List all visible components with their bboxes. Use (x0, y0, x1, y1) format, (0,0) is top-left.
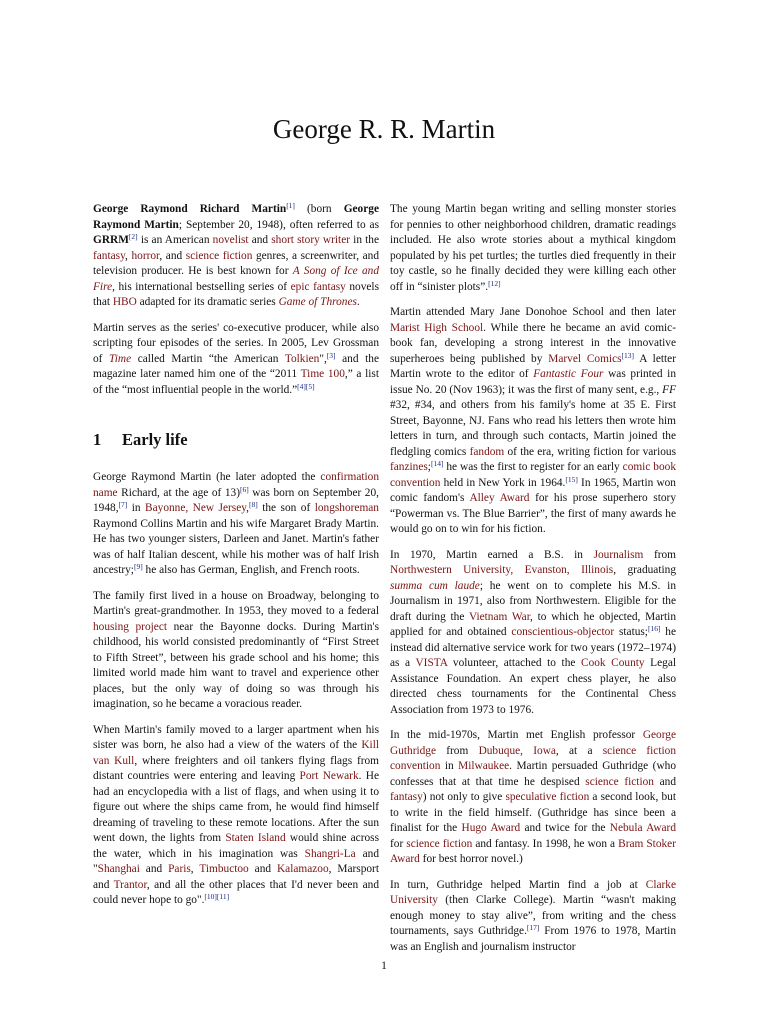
link-tolkien[interactable]: Tolkien (284, 352, 320, 365)
text: in (127, 502, 146, 514)
ref-link[interactable]: [7] (118, 500, 128, 509)
text: and (653, 775, 677, 788)
ref-link[interactable]: [3] (326, 350, 336, 360)
intro-paragraph-1 (93, 202, 379, 311)
text: , (125, 249, 132, 262)
text: Legal Assistance Foundation. An expert chess player, he also directed chess tournaments for the Continental Chess Association from 1973 to 1976. (390, 657, 677, 716)
link-fantastic-four[interactable] (533, 368, 603, 380)
link-comic-book-convention[interactable]: comic book convention (390, 461, 676, 489)
ref-link[interactable]: [1] (286, 201, 295, 210)
text: was born on September 20, 1948, (93, 486, 379, 514)
link-speculative-fiction[interactable]: speculative fiction (505, 791, 590, 803)
text: was printed in issue No. 20 (Nov 1963); it was the first of many sent, e.g., (390, 368, 677, 396)
right-paragraph-4 (390, 728, 676, 868)
link-short-story-writer[interactable]: short story writer (271, 234, 351, 246)
link-conscientious-objector[interactable]: conscientious-objector (511, 626, 615, 638)
link-northwestern[interactable]: Northwestern University, Evanston, Illinois (390, 564, 614, 576)
link-longshoreman[interactable]: longshoreman (314, 502, 379, 514)
left-column (93, 202, 379, 919)
ref-link[interactable]: [9] (133, 562, 143, 571)
text: , and (159, 249, 186, 262)
text: . Martin persuaded Guthridge (who confesses that at that time he despised (390, 760, 676, 788)
text: A letter Martin wrote to the editor of (390, 352, 676, 380)
text: would shine across the water, which in his imagination was (93, 832, 379, 860)
right-paragraph-3 (390, 548, 676, 719)
link-game-of-thrones[interactable] (279, 296, 357, 308)
link-shanghai[interactable]: Shanghai (97, 863, 140, 875)
link-epic-fantasy[interactable]: epic fantasy (290, 280, 346, 293)
text: ; he went on to complete his M.S. in Journalism in 1971, also from Northwestern. Eligible for the draft during the (390, 579, 676, 623)
text: . (356, 296, 360, 308)
early-life-paragraph-3 (93, 723, 379, 909)
text: Martin attended Mary Jane Donohoe School and then later (390, 306, 676, 318)
link-hbo[interactable]: HBO (112, 296, 137, 308)
ref-link[interactable]: [10][11] (204, 892, 230, 901)
link-milwaukee[interactable]: Milwaukee (458, 760, 510, 772)
link-hugo-award[interactable]: Hugo Award (461, 822, 521, 834)
text: ", (319, 352, 327, 365)
link-fantasy[interactable]: fantasy (390, 791, 423, 803)
page-title: George R. R. Martin (272, 114, 496, 144)
link-housing-project[interactable]: housing project (93, 620, 168, 633)
text: . While there he became an avid comic-book fan, developing a strong interest in the innovative superheroes being published by (390, 321, 676, 365)
text: When Martin's family moved to a larger apartment when his sister was born, he also had a view of the waters of the (93, 723, 379, 751)
text: held in New York in 1964. (440, 476, 566, 489)
link-confirmation-name[interactable]: confirmation name (93, 471, 379, 499)
subject-name: George Raymond Richard Martin (93, 203, 287, 215)
right-paragraph-5 (390, 878, 676, 956)
link-horror[interactable]: horror (131, 249, 160, 262)
ref-link[interactable]: [6] (240, 484, 249, 494)
link-dubuque[interactable]: Dubuque, Iowa (478, 744, 556, 757)
italic-term: summa cum laude (390, 579, 480, 592)
text: #32, #34, and others from his family's home at 35 E. First Street, Bayonne, NJ. Fans who read his letters then wrote him letters in turn, and through such contacts, Martin joined the fledgling comics (390, 399, 676, 458)
text: called Martin “the American (131, 352, 285, 365)
ref-link[interactable]: [17] (526, 923, 540, 932)
text: and fantasy. In 1998, he won a (472, 837, 619, 850)
ref-link[interactable]: [12] (488, 278, 501, 288)
link-time[interactable] (109, 353, 131, 365)
link-journalism[interactable]: Journalism (593, 548, 644, 561)
text: From 1976 to 1978, Martin was an English and journalism instructor (390, 925, 677, 953)
text: , his international bestselling series of (112, 280, 291, 293)
text: from (643, 548, 676, 561)
text: in (440, 760, 459, 772)
text: (born (294, 203, 344, 215)
text: novels that (93, 280, 379, 308)
text: In the mid-1970s, Martin met English professor (390, 729, 643, 741)
link-marvel-comics[interactable]: Marvel Comics (548, 352, 622, 365)
link-timbuctoo[interactable]: Timbuctoo (199, 863, 249, 875)
link-shangri-la[interactable]: Shangri-La (304, 847, 356, 860)
text: , at a (555, 744, 603, 757)
nickname: GRRM (93, 234, 129, 246)
ref-link[interactable]: [8] (249, 500, 258, 509)
link-marist-high-school[interactable]: Marist High School (390, 321, 484, 334)
link-science-fiction[interactable]: science fiction (185, 249, 253, 262)
text: , (246, 502, 250, 514)
link-fandom[interactable]: fandom (469, 445, 505, 458)
text: and twice for the (520, 822, 610, 834)
section-title: Early life (122, 430, 188, 449)
text: The family first lived in a house on Broadway, belonging to Martin's great-grandmother. In 1953, they moved to a federal (93, 589, 379, 617)
link-george-guthridge[interactable]: George Guthridge (390, 729, 676, 757)
birth-name: George Raymond Martin (93, 203, 379, 231)
intro-paragraph-2 (93, 321, 379, 399)
italic-title: Time (109, 352, 132, 365)
early-life-paragraph-1 (93, 470, 379, 579)
text: from (436, 744, 479, 757)
ref-link[interactable]: [4][5] (297, 381, 315, 391)
text: (then Clarke College). Martin “wasn't making enough money to stay alive”, from writing and the chess tournaments, says Guthridge. (390, 894, 676, 937)
text: he was the first to register for an early (443, 461, 623, 473)
text: , to which he objected, Martin applied for and obtained (390, 610, 676, 638)
link-paris[interactable]: Paris (168, 863, 191, 875)
page-number: 1 (381, 960, 387, 972)
text: ; (427, 461, 431, 473)
text: of the era, writing fiction for various (504, 445, 676, 458)
text: he also has German, English, and French roots. (142, 564, 360, 576)
link-novelist[interactable]: novelist (212, 234, 249, 246)
text: , (190, 863, 200, 875)
text: The young Martin began writing and selling monster stories for pennies to other neighborhood children, dramatic readings included. He also wrote stories about a mythical kingdom populated by his pet turtles; the turtles died frequently in their toy castle, so he finally decided they were killing each other off in “sinister plots”. (390, 203, 676, 293)
italic-title: Game of Thrones (278, 296, 357, 308)
text: genres, a screenwriter, and television producer. He is best known for (93, 249, 380, 277)
text: . He had an encyclopedia with a list of flags, and when using it to figure out where the ships came from, he would find himself dreaming of traveling to these remote locations. After the sun went down, the lights from (93, 770, 379, 844)
link-port-newark[interactable]: Port Newark (299, 770, 359, 782)
text: and (139, 863, 169, 875)
link-staten-island[interactable]: Staten Island (225, 832, 286, 844)
link-kill-van-kull[interactable]: Kill van Kull (93, 739, 379, 767)
text: In 1970, Martin earned a B.S. in (390, 548, 594, 561)
ref-link[interactable]: [15] (565, 474, 578, 484)
link-fanzines[interactable]: fanzines (390, 461, 428, 473)
text: George Raymond Martin (he later adopted the (93, 471, 321, 483)
text: Martin serves as the series' co-executive producer, while also scripting four episodes of the series. In 2005, Lev Grossman of (93, 321, 379, 365)
link-nebula-award[interactable]: Nebula Award (609, 822, 677, 834)
text: and (248, 863, 277, 875)
section-heading (93, 430, 379, 450)
link-bram-stoker-award[interactable]: Bram Stoker Award (390, 837, 676, 865)
early-life-paragraph-2 (93, 589, 379, 713)
link-bayonne[interactable]: Bayonne, New Jersey (145, 502, 247, 514)
text: and (248, 234, 272, 246)
link-science-fiction[interactable]: science fiction (585, 775, 654, 788)
text: , graduating (613, 564, 676, 576)
link-trantor[interactable]: Trantor (113, 878, 147, 891)
ref-link[interactable]: [14] (430, 459, 444, 468)
text: adapted for its dramatic series (136, 296, 279, 308)
ref-link[interactable]: [2] (128, 232, 138, 241)
text: ) not only to give (422, 791, 506, 803)
ref-link[interactable]: [13] (621, 350, 635, 360)
text: a second look, but to write in the field himself. (Guthridge has since been a finalist for the (390, 791, 676, 834)
italic-title: Fantastic Four (533, 368, 604, 380)
text: In turn, Guthridge helped Martin find a job at (390, 878, 646, 891)
link-science-fiction-convention[interactable]: science fiction convention (390, 744, 676, 772)
text: he instead did alternative service work for two years (1972–1974) as a (390, 626, 677, 669)
link-cook-county[interactable]: Cook County (581, 657, 645, 669)
link-vista[interactable]: VISTA (415, 657, 448, 669)
text: in the (350, 234, 379, 246)
text: , and all the other places that I'd never been and could never hope to go". (93, 878, 379, 906)
text: , where freighters and oil tankers flying flags from distant countries were entering and leaving (93, 754, 379, 782)
text: status; (614, 626, 648, 638)
text: for his prose superhero story “Powerman vs. The Blue Barrier”, the first of many awards he would go on to win for his fiction. (390, 492, 676, 535)
right-paragraph-1 (390, 202, 676, 295)
text: is an American (137, 234, 213, 246)
text: the son of (257, 502, 315, 514)
text: In 1965, Martin won comic fandom's (390, 476, 676, 504)
text: , Marsport and (93, 863, 379, 891)
link-time-100[interactable]: Time 100 (300, 368, 345, 380)
text: ; September 20, 1948), often referred to as (178, 218, 379, 231)
link-vietnam-war[interactable]: Vietnam War (468, 610, 531, 623)
right-paragraph-2 (390, 305, 676, 538)
text: for best horror novel.) (419, 853, 523, 865)
text: near the Bayonne docks. During Martin's childhood, his world consisted predominantly of “First Street to Fifth Street”, between his grade school and his home; this limited world made him want to travel and experience other places, but the only way of doing so was through his imagination, so he became a voracious reader. (93, 620, 379, 710)
link-kalamazoo[interactable]: Kalamazoo (276, 863, 329, 875)
link-clarke-university[interactable]: Clarke University (390, 878, 676, 906)
link-fantasy[interactable]: fantasy (93, 249, 126, 262)
right-column (390, 202, 676, 965)
text: Raymond Collins Martin and his wife Margaret Brady Martin. He has two younger sisters, Darleen and Janet. Martin's father was of half Italian descent, while his mother was of half Irish ancestry; (93, 517, 379, 576)
italic-abbrev: FF (662, 383, 676, 396)
link-science-fiction[interactable]: science fiction (406, 837, 473, 850)
ref-link[interactable]: [16] (647, 624, 661, 633)
text: and " (93, 847, 379, 875)
text: for (390, 837, 407, 850)
text: and the magazine later named him one of the “2011 (93, 352, 379, 380)
italic-title: A Song of Ice and Fire (93, 265, 379, 293)
link-summa-cum-laude[interactable] (390, 580, 480, 592)
text: ,” a list of the “most influential people in the world.” (93, 368, 379, 396)
text: volunteer, attached to the (447, 657, 581, 669)
text: Richard, at the age of 13) (117, 486, 240, 499)
link-alley-award[interactable]: Alley Award (469, 492, 530, 504)
section-number: 1 (93, 430, 102, 449)
